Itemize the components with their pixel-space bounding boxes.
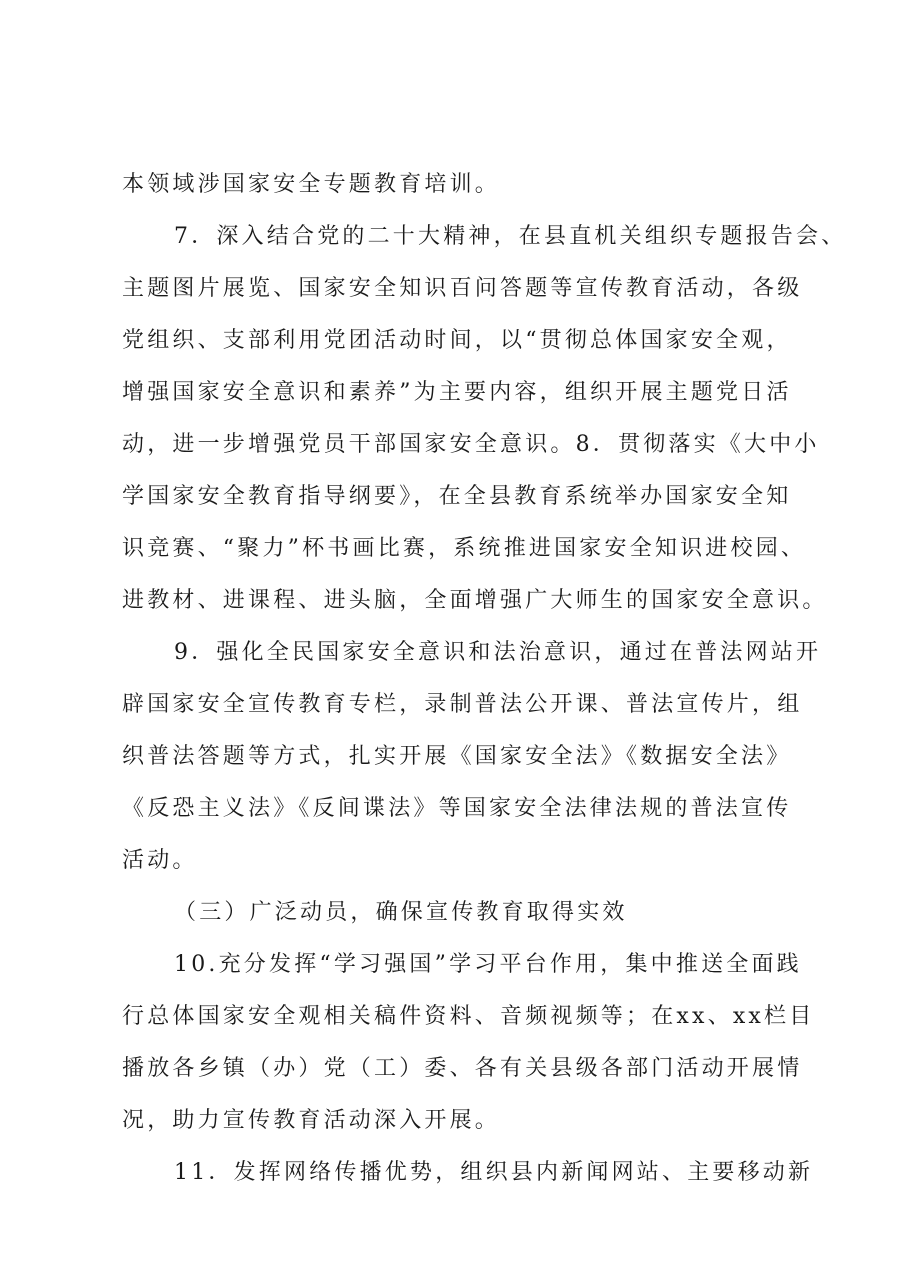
text-line: 况，助力宣传教育活动深入开展。 <box>122 1108 501 1133</box>
text-line: 主题图片展览、国家安全知识百问答题等宣传教育活动，各级 <box>122 276 803 301</box>
text-line: 辟国家安全宣传教育专栏，录制普法公开课、普法宣传片，组 <box>122 692 803 717</box>
text-line: 播放各乡镇（办）党（工）委、各有关县级各部门活动开展情 <box>122 1056 803 1081</box>
section-heading: （三）广泛动员，确保宣传教育取得实效 <box>174 900 628 925</box>
text-line: 党组织、支部利用党团活动时间，以“贯彻总体国家安全观， <box>122 328 792 353</box>
text-line: 本领域涉国家安全专题教育培训。 <box>122 172 501 197</box>
text-line: 行总体国家安全观相关稿件资料、音频视频等；在xx、xx栏目 <box>122 1004 815 1029</box>
text-line: 增强国家安全意识和素养”为主要内容，组织开展主题党日活 <box>122 380 792 405</box>
text-line: 《反恐主义法》《反间谍法》等国家安全法律法规的普法宣传 <box>122 796 792 821</box>
text-line: 织普法答题等方式，扎实开展《国家安全法》《数据安全法》 <box>122 744 792 769</box>
text-line: 识竞赛、“聚力”杯书画比赛，系统推进国家安全知识进校园、 <box>122 536 807 561</box>
paragraph-7-line: 7．深入结合党的二十大精神，在县直机关组织专题报告会、 <box>174 224 847 249</box>
text-line: 进教材、进课程、进头脑，全面增强广大师生的国家安全意识。 <box>122 588 828 613</box>
paragraph-10-line: 10.充分发挥“学习强国”学习平台作用，集中推送全面践 <box>174 952 802 977</box>
text-line: 活动。 <box>122 848 198 873</box>
paragraph-9-line: 9．强化全民国家安全意识和法治意识，通过在普法网站开 <box>174 640 822 665</box>
document-body <box>122 165 847 1205</box>
text-line: 学国家安全教育指导纲要》，在全县教育系统举办国家安全知 <box>122 484 792 509</box>
paragraph-11-line: 11．发挥网络传播优势，组织县内新闻网站、主要移动新 <box>174 1160 814 1185</box>
text-line: 动，进一步增强党员干部国家安全意识。8．贯彻落实《大中小 <box>122 432 820 457</box>
